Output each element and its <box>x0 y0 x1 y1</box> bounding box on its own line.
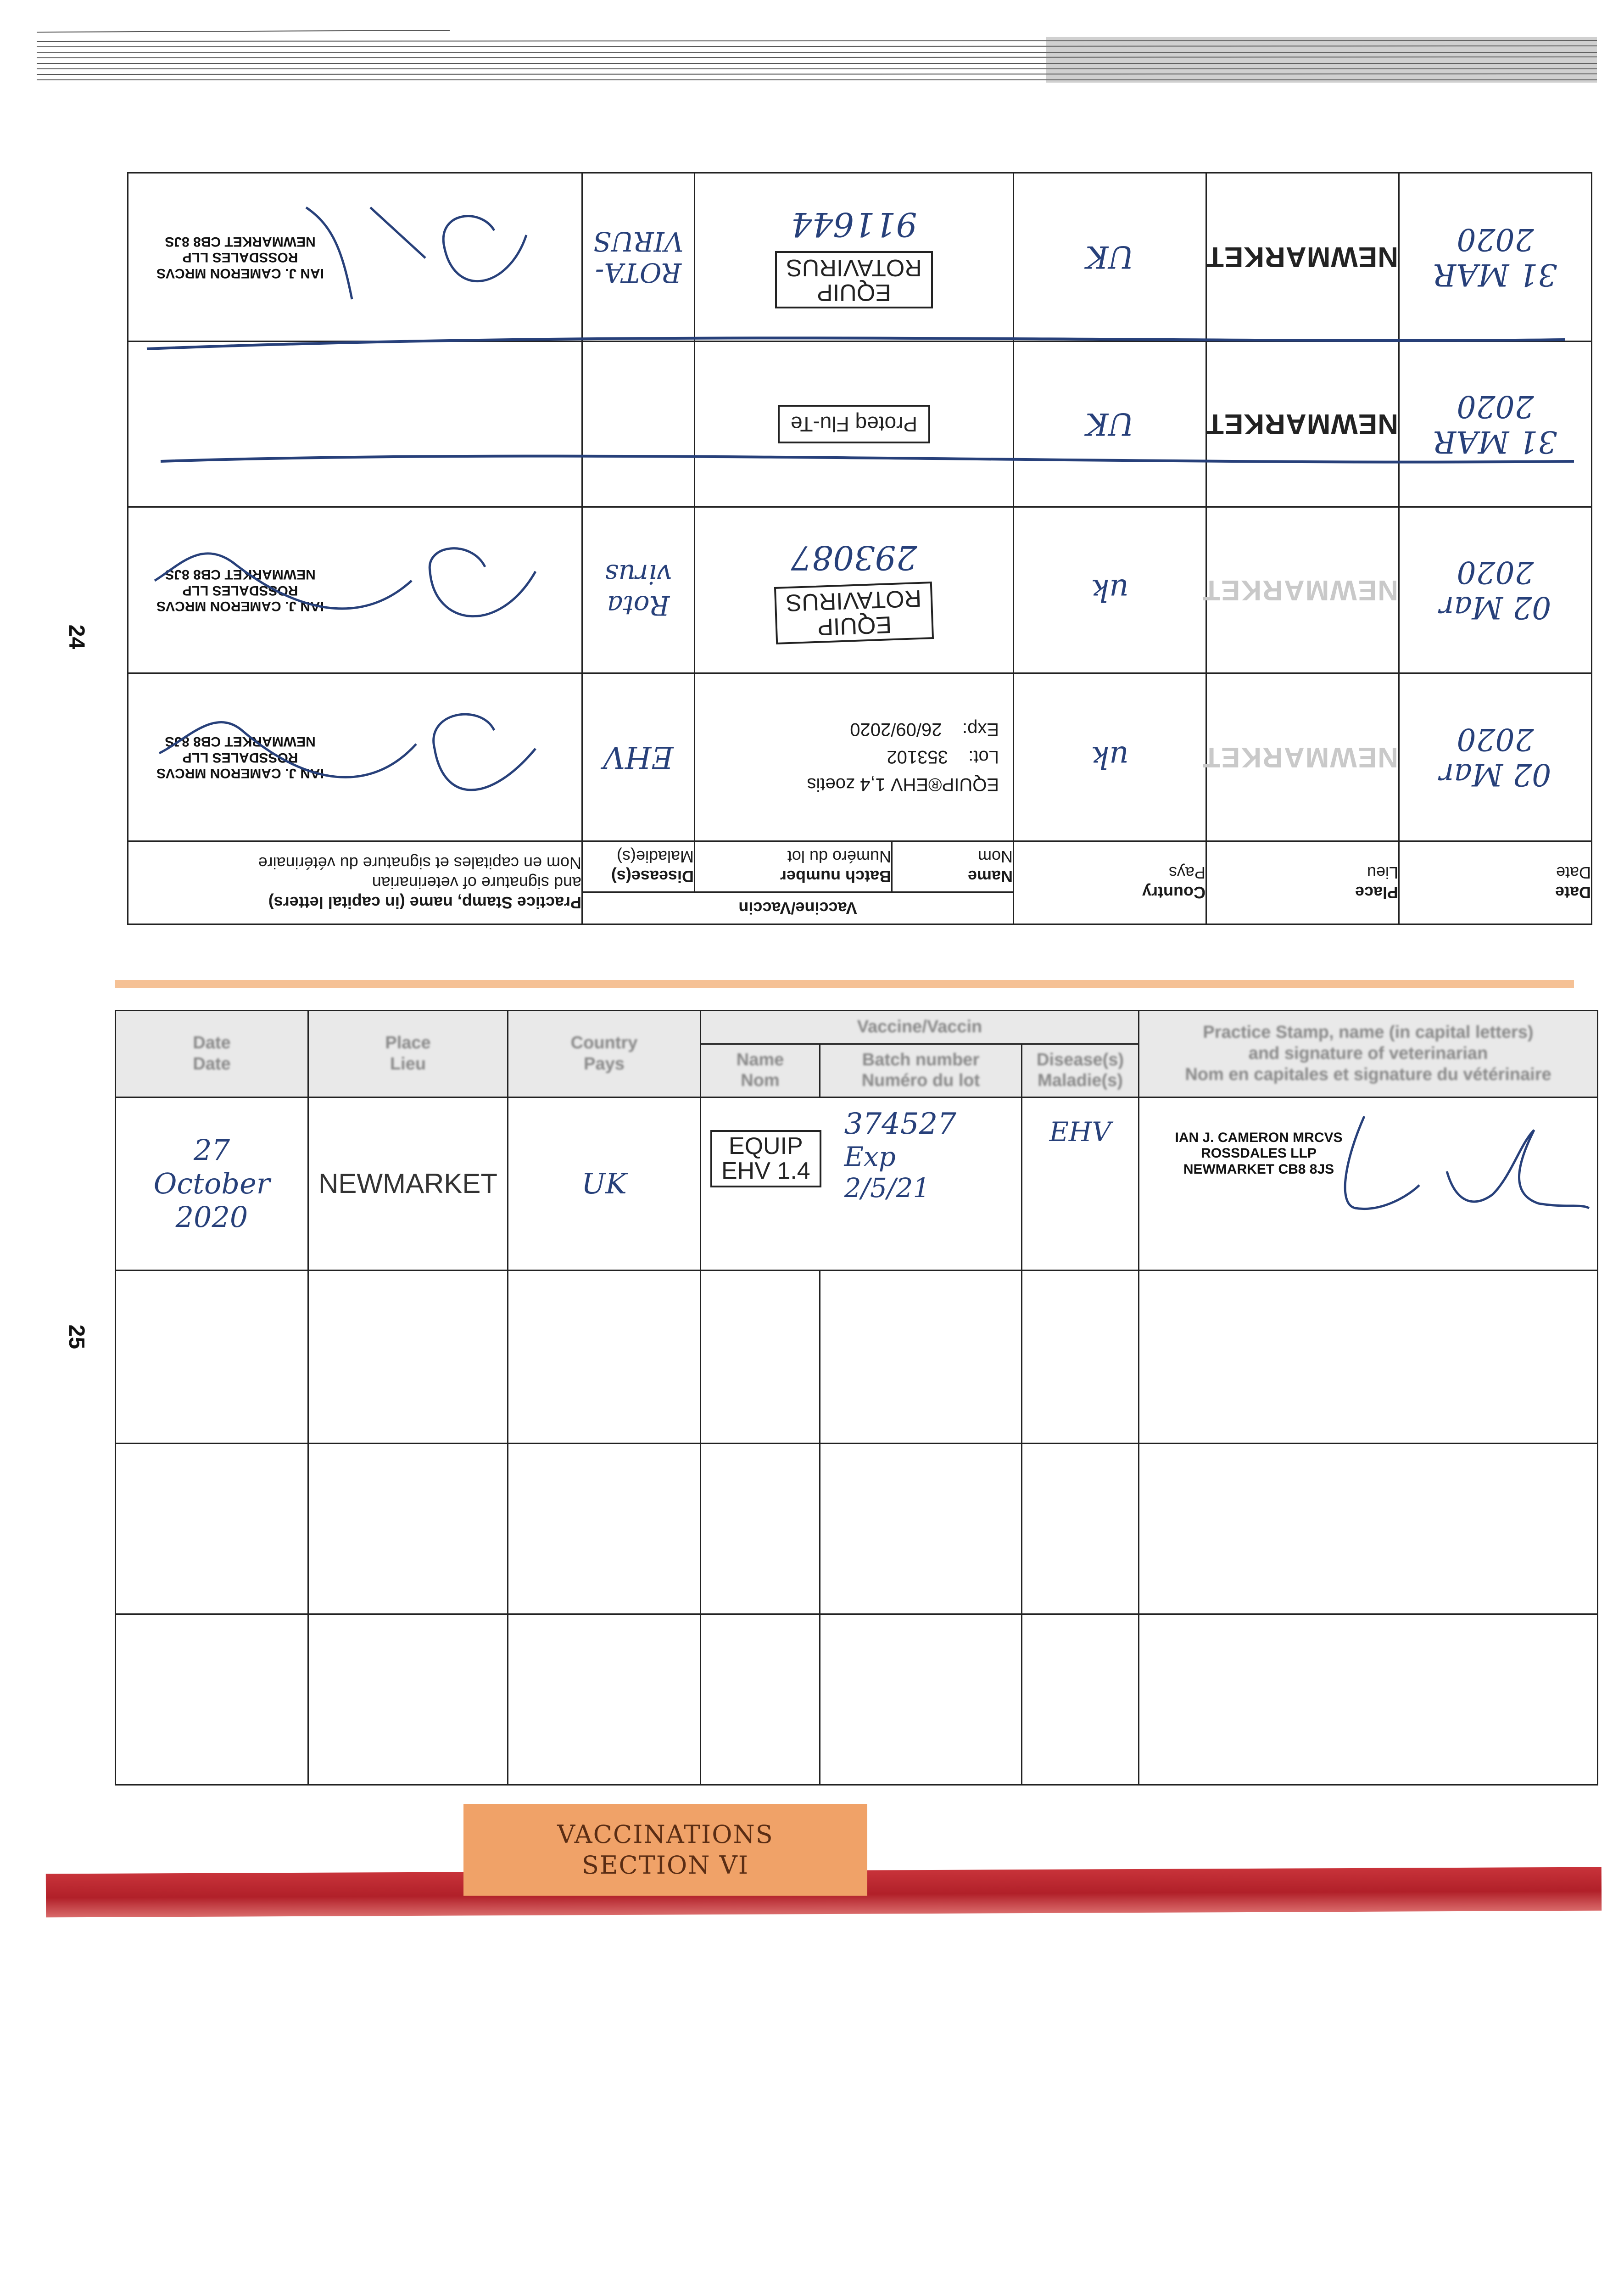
row4-country: UK <box>1014 173 1206 341</box>
vaccine-stamp: EQUIP ROTAVIRUS <box>775 251 933 308</box>
row4-disease: ROTA- VIRUS <box>582 173 695 341</box>
header-practice-stamp: Practice Stamp, name (in capital letters) and signature of veterinarian Nom en capitales et signature du vétérinaire <box>1139 1011 1598 1097</box>
row2-date: 02 Mar 2020 <box>1399 507 1592 673</box>
vaccination-table-page-25 <box>115 1010 1597 1786</box>
header-batch: Batch number Numéro du lot <box>695 841 892 892</box>
banner-title: VACCINATIONS <box>557 1819 774 1849</box>
section-banner <box>463 1804 867 1896</box>
vaccine-stamp: EQUIP EHV 1.4 <box>710 1130 821 1187</box>
page-number-24: 24 <box>64 624 89 649</box>
scan-streak <box>37 28 1597 87</box>
header-date: Date Date <box>116 1011 308 1097</box>
row1-vaccine: EQUIP EHV 1.4 374527 Exp 2/5/21 <box>701 1097 1022 1270</box>
header-practice-stamp: Practice Stamp, name (in capital letters) and signature of veterinarian Nom en capitales et signature du vétérinaire <box>128 841 582 924</box>
header-country: Country Pays <box>508 1011 701 1097</box>
header-name: Name Nom <box>892 841 1014 892</box>
vaccine-stamp: EQUIP ROTAVIRUS <box>774 582 934 644</box>
row1-vet-stamp: IAN J. CAMERON MRCVS ROSSDALES LLP NEWMARKET CB8 8JS <box>128 673 582 841</box>
row1-place: NEWMARKET <box>1206 673 1399 841</box>
batch-number: 374527 <box>844 1107 956 1141</box>
row2-vet-stamp: IAN J. CAMERON MRCVS ROSSDALES LLP NEWMARKET CB8 8JS <box>128 507 582 673</box>
row1-vaccine-print: EQUIP®EHV 1,4 zoetis Lot: 353102 Exp: 26/09/2020 <box>695 673 1014 841</box>
signature <box>1217 1103 1594 1249</box>
table-row <box>116 1444 1598 1614</box>
table-row <box>116 1614 1598 1785</box>
row1-date: 27 October 2020 <box>116 1097 308 1270</box>
row1-disease: EHV <box>582 673 695 841</box>
header-country: Country Pays <box>1014 841 1206 924</box>
page-number-25: 25 <box>64 1324 89 1349</box>
row3-country: UK <box>1014 341 1206 507</box>
table-row <box>116 1270 1598 1443</box>
row2-place: NEWMARKET <box>1206 507 1399 673</box>
row1-country: uk <box>1014 673 1206 841</box>
header-vaccine-group: Vaccine/Vaccin <box>701 1011 1139 1044</box>
header-place: Place Lieu <box>1206 841 1399 924</box>
row4-vet-stamp: IAN J. CAMERON MRCVS ROSSDALES LLP NEWMARKET CB8 8JS <box>128 173 582 341</box>
row2-disease: Rota virus <box>582 507 695 673</box>
header-place: Place Lieu <box>308 1011 508 1097</box>
row4-date: 31 MAR 2020 <box>1399 173 1592 341</box>
row4-place: NEWMARKET <box>1206 173 1399 341</box>
row1-date: 02 Mar 2020 <box>1399 673 1592 841</box>
header-name: Name Nom <box>701 1044 820 1097</box>
orange-edge <box>115 980 1574 988</box>
vaccine-stamp: Proteq Flu-Te <box>778 405 930 443</box>
crossout-lines <box>128 172 1592 925</box>
batch-number: 911644 <box>791 205 917 244</box>
header-batch: Batch number Numéro du lot <box>820 1044 1022 1097</box>
row1-disease: EHV <box>1022 1097 1139 1270</box>
row1-place: NEWMARKET <box>308 1097 508 1270</box>
batch-number: 293087 <box>791 538 917 577</box>
header-disease: Disease(s) Maladie(s) <box>582 841 695 892</box>
row3-place: NEWMARKET <box>1206 341 1399 507</box>
vaccination-table-page-24 <box>128 172 1592 925</box>
header-date: Date Date <box>1399 841 1592 924</box>
banner-subtitle: SECTION VI <box>581 1851 749 1880</box>
row1-country: UK <box>508 1097 701 1270</box>
row1-vet-stamp: IAN J. CAMERON MRCVS ROSSDALES LLP NEWMARKET CB8 8JS <box>1139 1097 1598 1270</box>
row3-date: 31 MAR 2020 <box>1399 341 1592 507</box>
header-vaccine-group: Vaccine/Vaccin <box>582 892 1014 924</box>
table-row <box>116 1097 1598 1270</box>
header-disease: Disease(s) Maladie(s) <box>1022 1044 1139 1097</box>
row2-country: uk <box>1014 507 1206 673</box>
